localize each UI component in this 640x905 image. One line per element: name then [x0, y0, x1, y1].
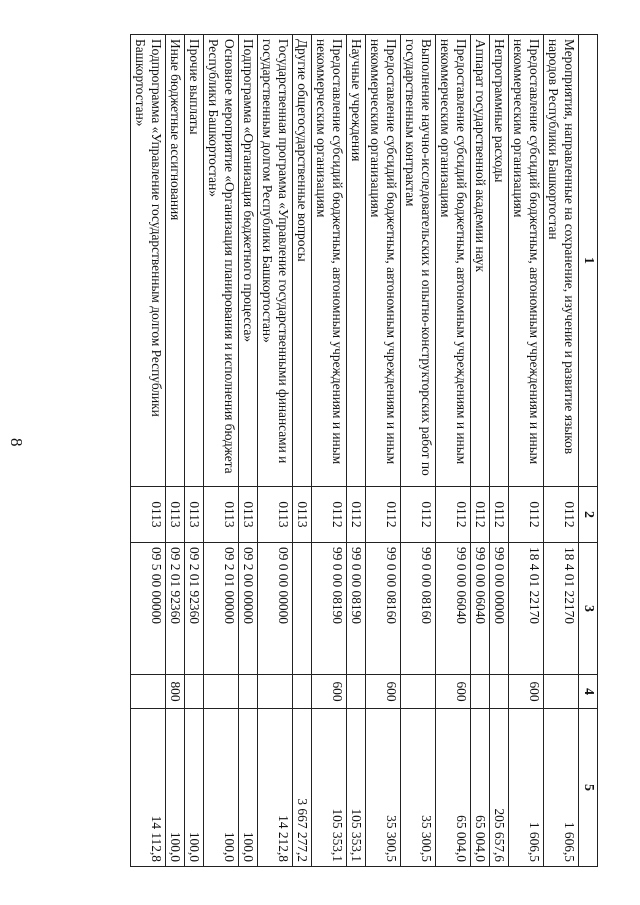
table-row [490, 35, 509, 867]
header-col-3: 3 [579, 543, 598, 675]
row-section-code-cell: 0112 [312, 487, 347, 543]
row-amount-cell: 35 300,5 [366, 709, 401, 867]
row-expense-type-cell [401, 675, 436, 709]
row-target-code-cell: 09 2 01 00000 [204, 543, 239, 675]
row-expense-type-cell [490, 675, 509, 709]
row-target-code-cell: 18 4 01 22170 [509, 543, 544, 675]
row-amount-cell: 14 112,8 [131, 709, 166, 867]
row-name-cell: Подпрограмма «Организация бюджетного процесса» [239, 35, 258, 487]
header-row [579, 35, 598, 867]
budget-table [130, 34, 598, 867]
row-target-code-cell: 09 0 00 00000 [258, 543, 293, 675]
page-number: 8 [7, 438, 26, 447]
row-amount-cell: 205 657,6 [490, 709, 509, 867]
table-row [293, 35, 312, 867]
table-row [131, 35, 166, 867]
table-row [185, 35, 204, 867]
row-section-code-cell: 0112 [490, 487, 509, 543]
budget-table-wrapper [70, 34, 598, 866]
row-section-code-cell: 0113 [166, 487, 185, 543]
row-amount-cell: 14 212,8 [258, 709, 293, 867]
row-target-code-cell: 99 0 00 08160 [401, 543, 436, 675]
row-target-code-cell: 99 0 00 08190 [312, 543, 347, 675]
row-expense-type-cell [131, 675, 166, 709]
row-amount-cell: 65 004,0 [436, 709, 471, 867]
row-name-cell: Научные учреждения [347, 35, 366, 487]
row-expense-type-cell [471, 675, 490, 709]
row-target-code-cell: 99 0 00 08190 [347, 543, 366, 675]
table-row [347, 35, 366, 867]
row-expense-type-cell [185, 675, 204, 709]
row-expense-type-cell [347, 675, 366, 709]
row-amount-cell: 105 353,1 [312, 709, 347, 867]
row-expense-type-cell: 600 [509, 675, 544, 709]
table-row [312, 35, 347, 867]
table-row [239, 35, 258, 867]
row-name-cell: Иные бюджетные ассигнования [166, 35, 185, 487]
row-section-code-cell: 0113 [131, 487, 166, 543]
row-amount-cell: 100,0 [185, 709, 204, 867]
row-expense-type-cell [544, 675, 579, 709]
row-expense-type-cell: 600 [312, 675, 347, 709]
row-name-cell: Аппарат государственной академии наук [471, 35, 490, 487]
table-row [401, 35, 436, 867]
table-row [436, 35, 471, 867]
row-section-code-cell: 0112 [471, 487, 490, 543]
header-col-1: 1 [579, 35, 598, 487]
row-amount-cell: 1 606,5 [509, 709, 544, 867]
table-row [258, 35, 293, 867]
row-target-code-cell: 99 0 00 08160 [366, 543, 401, 675]
row-name-cell: Предоставление субсидий бюджетным, автономным учреждениям и иным некоммерческим организациям [312, 35, 347, 487]
row-target-code-cell [293, 543, 312, 675]
row-name-cell: Прочие выплаты [185, 35, 204, 487]
row-target-code-cell: 99 0 00 06040 [436, 543, 471, 675]
row-expense-type-cell [293, 675, 312, 709]
row-name-cell: Выполнение научно-исследовательских и опытно-конструкторских работ по государственным контрактам [401, 35, 436, 487]
row-name-cell: Непрограммные расходы [490, 35, 509, 487]
row-amount-cell: 100,0 [166, 709, 185, 867]
row-target-code-cell: 18 4 01 22170 [544, 543, 579, 675]
row-expense-type-cell [258, 675, 293, 709]
row-target-code-cell: 99 0 00 00000 [490, 543, 509, 675]
row-amount-cell: 105 353,1 [347, 709, 366, 867]
row-target-code-cell: 09 2 00 00000 [239, 543, 258, 675]
table-row [204, 35, 239, 867]
row-target-code-cell: 09 2 01 92360 [166, 543, 185, 675]
row-section-code-cell: 0112 [544, 487, 579, 543]
row-expense-type-cell: 600 [366, 675, 401, 709]
table-row [471, 35, 490, 867]
row-amount-cell: 100,0 [239, 709, 258, 867]
row-target-code-cell: 99 0 00 06040 [471, 543, 490, 675]
header-col-5: 5 [579, 709, 598, 867]
row-amount-cell: 3 667 277,2 [293, 709, 312, 867]
table-row [544, 35, 579, 867]
row-amount-cell: 1 606,5 [544, 709, 579, 867]
header-col-2: 2 [579, 487, 598, 543]
row-name-cell: Другие общегосударственные вопросы [293, 35, 312, 487]
row-amount-cell: 100,0 [204, 709, 239, 867]
row-name-cell: Предоставление субсидий бюджетным, автономным учреждениям и иным некоммерческим организациям [366, 35, 401, 487]
row-section-code-cell: 0112 [401, 487, 436, 543]
row-amount-cell: 35 300,5 [401, 709, 436, 867]
row-section-code-cell: 0112 [347, 487, 366, 543]
header-col-4: 4 [579, 675, 598, 709]
row-expense-type-cell: 800 [166, 675, 185, 709]
row-name-cell: Подпрограмма «Управление государственным долгом Республики Башкортостан» [131, 35, 166, 487]
table-row [366, 35, 401, 867]
row-section-code-cell: 0113 [204, 487, 239, 543]
row-name-cell: Государственная программа «Управление государственными финансами и государственным долгом Республики Башкортостан» [258, 35, 293, 487]
row-section-code-cell: 0112 [436, 487, 471, 543]
row-expense-type-cell [239, 675, 258, 709]
row-section-code-cell: 0112 [509, 487, 544, 543]
row-name-cell: Основное мероприятие «Организация планирования и исполнения бюджета Республики Башкортостан» [204, 35, 239, 487]
row-name-cell: Мероприятия, направленные на сохранение, изучение и развитие языков народов Республики Башкортостан [544, 35, 579, 487]
row-name-cell: Предоставление субсидий бюджетным, автономным учреждениям и иным некоммерческим организациям [509, 35, 544, 487]
row-name-cell: Предоставление субсидий бюджетным, автономным учреждениям и иным некоммерческим организациям [436, 35, 471, 487]
row-target-code-cell: 09 5 00 00000 [131, 543, 166, 675]
table-row [166, 35, 185, 867]
row-section-code-cell: 0112 [366, 487, 401, 543]
table-body [131, 35, 579, 867]
row-expense-type-cell [204, 675, 239, 709]
row-section-code-cell: 0113 [293, 487, 312, 543]
row-expense-type-cell: 600 [436, 675, 471, 709]
row-section-code-cell: 0113 [258, 487, 293, 543]
row-section-code-cell: 0113 [185, 487, 204, 543]
table-row [509, 35, 544, 867]
row-section-code-cell: 0113 [239, 487, 258, 543]
row-amount-cell: 65 004,0 [471, 709, 490, 867]
row-target-code-cell: 09 2 01 92360 [185, 543, 204, 675]
